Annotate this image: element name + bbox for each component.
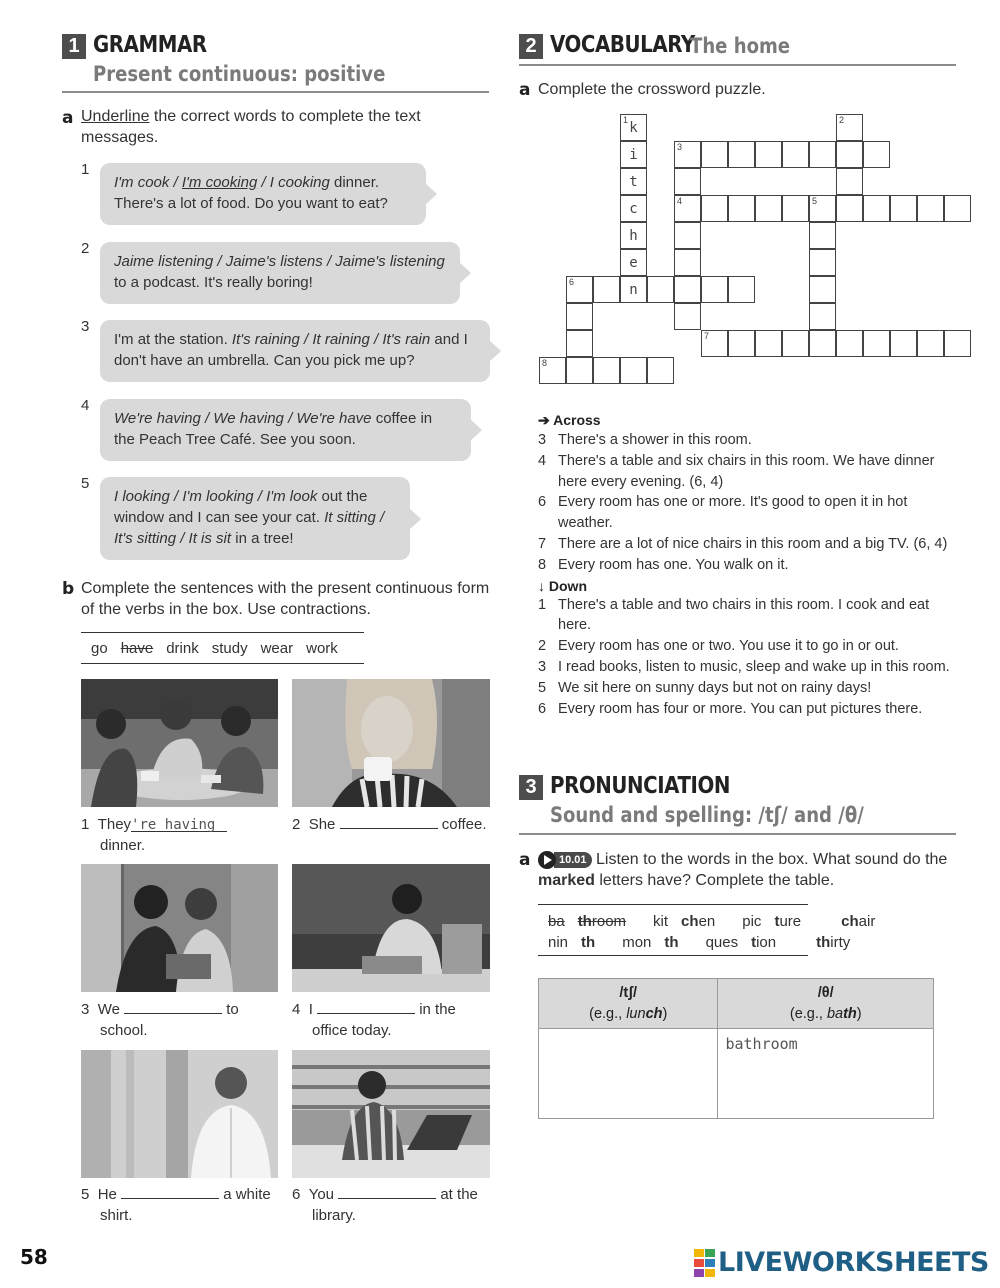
clue-number: 3 xyxy=(538,658,547,675)
crossword-cell[interactable] xyxy=(836,330,863,357)
crossword-grid xyxy=(0,0,1000,390)
photo-man-white-shirt xyxy=(81,1050,278,1178)
crossword-cell[interactable] xyxy=(566,357,593,384)
photo-friends-dinner xyxy=(81,679,278,807)
clue-number: 4 xyxy=(677,196,683,206)
across-clues xyxy=(538,430,963,576)
crossword-cell[interactable] xyxy=(782,195,809,222)
exercise-instructions: 10.01 Listen to the words in the box. What sound do the marked letters have? Complete the table. xyxy=(538,851,948,889)
crossword-cell[interactable] xyxy=(620,141,647,168)
crossword-cell[interactable] xyxy=(620,195,647,222)
section-subtitle: Sound and spelling: /tʃ/ and /θ/ xyxy=(550,803,864,827)
bubble-number: 4 xyxy=(81,397,90,414)
clue-number: 2 xyxy=(538,638,547,655)
answer-field[interactable]: 're having xyxy=(131,815,227,832)
answer-field[interactable] xyxy=(338,1185,436,1199)
audio-track: 10.01 xyxy=(554,852,592,868)
crossword-cell[interactable] xyxy=(809,276,836,303)
clue-number: 6 xyxy=(569,277,575,287)
crossword-cell[interactable] xyxy=(917,330,944,357)
pronunciation-word: ques tion xyxy=(705,934,777,951)
clue-number: 3 xyxy=(538,432,547,448)
crossword-cell[interactable] xyxy=(647,276,674,303)
crossword-cell[interactable] xyxy=(728,141,755,168)
filled-letter: h xyxy=(629,228,638,244)
clue-number: 6 xyxy=(538,700,547,717)
filled-letter: t xyxy=(629,174,638,190)
pronunciation-word-box xyxy=(538,904,876,956)
word: go xyxy=(91,640,108,657)
section-divider xyxy=(519,833,956,835)
bubble-number: 1 xyxy=(81,161,90,178)
clue-number: 3 xyxy=(677,142,683,152)
crossword-cell[interactable] xyxy=(809,330,836,357)
crossword-cell[interactable] xyxy=(701,276,728,303)
pronunciation-word: pic ture xyxy=(742,913,802,930)
section-title: VOCABULARY xyxy=(550,32,695,58)
clue-number: 7 xyxy=(704,331,710,341)
exercise-letter: b xyxy=(62,579,75,599)
brand-name: LIVEWORKSHEETS xyxy=(718,1247,989,1278)
text-message-bubble: I'm cook / I'm cooking / I cooking dinner. There's a lot of food. Do you want to eat? xyxy=(100,163,426,225)
pronunciation-word: kit chen xyxy=(653,913,716,930)
filled-letter: i xyxy=(629,147,638,163)
crossword-cell[interactable] xyxy=(566,303,593,330)
crossword-cell[interactable] xyxy=(917,195,944,222)
filled-letter: n xyxy=(629,282,638,298)
pronunciation-word: nin th xyxy=(548,934,596,951)
filled-letter: c xyxy=(629,201,638,217)
clue-text: I read books, listen to music, sleep and wake up in this room. xyxy=(558,658,950,675)
word-box xyxy=(81,632,364,664)
word: study xyxy=(211,640,248,657)
crossword-cell[interactable] xyxy=(620,114,647,141)
crossword-cell[interactable] xyxy=(863,330,890,357)
clue-item xyxy=(538,657,963,678)
answer-field[interactable] xyxy=(121,1185,219,1199)
clue-item xyxy=(538,534,963,555)
answer-field[interactable] xyxy=(124,1000,222,1014)
clue-number: 7 xyxy=(538,535,547,552)
clue-number: 4 xyxy=(538,452,547,469)
audio-play-button[interactable] xyxy=(538,851,592,869)
crossword-cell[interactable] xyxy=(728,276,755,303)
clue-item xyxy=(538,451,963,493)
clue-number: 8 xyxy=(538,556,547,573)
clue-text: We sit here on sunny days but not on rainy days! xyxy=(558,679,872,696)
crossword-cell[interactable] xyxy=(620,276,647,303)
answer-field[interactable] xyxy=(340,815,438,829)
clue-number: 8 xyxy=(542,358,548,368)
crossword-cell[interactable] xyxy=(593,276,620,303)
crossword-cell[interactable] xyxy=(566,276,593,303)
clue-number: 5 xyxy=(812,196,818,206)
text-message-bubble[interactable]: We're having / We having / We're have coffee in the Peach Tree Café. See you soon. xyxy=(100,399,471,461)
pronunciation-word: thirty xyxy=(816,934,851,951)
exercise-instructions: Underline the correct words to complete the text messages. xyxy=(81,108,421,146)
crossword-cell[interactable] xyxy=(809,249,836,276)
crossword-cell[interactable] xyxy=(809,222,836,249)
down-clues xyxy=(538,595,963,720)
filled-letter: k xyxy=(629,120,638,136)
clue-text: Every room has one or more. It's good to open it in hot weather. xyxy=(558,494,908,532)
clue-item xyxy=(538,430,963,451)
section-number: 1 xyxy=(62,34,86,59)
crossword-cell[interactable] xyxy=(836,141,863,168)
crossword-cell[interactable] xyxy=(890,330,917,357)
clue-text: Every room has one or two. You use it to go in or out. xyxy=(558,638,899,655)
exercise-instructions: Complete the sentences with the present continuous form of the verbs in the box. Use contractions. xyxy=(81,580,490,618)
crossword-cell[interactable] xyxy=(620,357,647,384)
clue-number: 1 xyxy=(538,596,547,613)
crossword-cell[interactable] xyxy=(647,357,674,384)
word-used: have xyxy=(120,640,154,657)
photo-office-worker xyxy=(292,864,490,992)
photo-library xyxy=(292,1050,490,1178)
clue-item xyxy=(538,636,963,657)
column-tsh: /tʃ/ (e.g., lunch) xyxy=(539,979,718,1029)
crossword-cell[interactable] xyxy=(809,195,836,222)
filled-letter: e xyxy=(629,255,638,271)
clue-number: 5 xyxy=(538,679,547,696)
clue-item xyxy=(538,699,963,720)
crossword-cell[interactable] xyxy=(701,330,728,357)
crossword-cell[interactable] xyxy=(674,195,701,222)
crossword-cell[interactable] xyxy=(620,222,647,249)
crossword-cell[interactable] xyxy=(755,195,782,222)
crossword-cell[interactable] xyxy=(674,249,701,276)
crossword-cell[interactable] xyxy=(674,141,701,168)
crossword-cell[interactable] xyxy=(674,168,701,195)
crossword-cell[interactable] xyxy=(674,276,701,303)
crossword-cell[interactable] xyxy=(566,330,593,357)
answer-field[interactable] xyxy=(317,1000,415,1014)
exercise-letter: a xyxy=(62,108,74,128)
crossword-cell[interactable] xyxy=(539,357,566,384)
liveworksheets-icon xyxy=(694,1249,716,1277)
page-number: 58 xyxy=(20,1245,48,1269)
clue-item xyxy=(538,555,963,576)
crossword-cell[interactable] xyxy=(728,195,755,222)
pronunciation-header xyxy=(519,773,759,800)
text-message-bubble[interactable]: Jaime listening / Jaime's listens / Jaime's listening to a podcast. It's really boring! xyxy=(100,242,460,304)
exercise-instructions: Complete the crossword puzzle. xyxy=(538,81,766,98)
crossword-cell[interactable] xyxy=(836,168,863,195)
sentence-4: 4 I in the office today. xyxy=(292,1001,456,1039)
clue-text: Every room has four or more. You can put pictures there. xyxy=(558,700,923,717)
section-subtitle: Present continuous: positive xyxy=(93,62,386,86)
clue-text: There's a shower in this room. xyxy=(558,432,752,448)
crossword-cell[interactable] xyxy=(809,303,836,330)
pronunciation-word: mon th xyxy=(622,934,679,951)
pronunciation-word: chair xyxy=(841,913,876,930)
clue-text: There's a table and two chairs in this room. I cook and eat here. xyxy=(558,596,930,634)
tsh-answer-cell[interactable] xyxy=(539,1029,718,1119)
sentence-3: 3 We to school. xyxy=(81,1001,239,1039)
photo-woman-coffee xyxy=(292,679,490,807)
crossword-cell[interactable] xyxy=(728,330,755,357)
column-th: /θ/ (e.g., bath) xyxy=(718,979,934,1029)
section-number: 3 xyxy=(519,775,543,800)
sentence-6: 6 You at the library. xyxy=(292,1186,478,1224)
crossword-cell[interactable] xyxy=(620,168,647,195)
clues-panel xyxy=(538,412,963,719)
section-subtitle: The home xyxy=(690,34,791,58)
crossword-cell[interactable] xyxy=(863,141,890,168)
exercise-letter: a xyxy=(519,80,531,100)
crossword-cell[interactable] xyxy=(755,330,782,357)
sentence-1: 1 They're having dinner. xyxy=(81,814,281,856)
sentence-5: 5 He a white shirt. xyxy=(81,1186,271,1224)
pronunciation-word: ba throom xyxy=(548,913,627,930)
play-icon xyxy=(538,851,556,869)
word: work xyxy=(306,640,338,657)
clue-number: 6 xyxy=(538,494,547,511)
crossword-cell[interactable] xyxy=(809,141,836,168)
sentence-2: 2 She coffee. xyxy=(292,816,487,833)
liveworksheets-logo xyxy=(694,1247,989,1278)
crossword-cell[interactable] xyxy=(782,330,809,357)
across-heading: ➔ Across xyxy=(538,412,601,428)
crossword-cell[interactable] xyxy=(944,195,971,222)
word: drink xyxy=(166,640,199,657)
clue-number: 1 xyxy=(623,115,629,125)
text-message-bubble[interactable]: I looking / I'm looking / I'm look out the window and I can see your cat. It sitting / It's sitting / It is sit in a tree! xyxy=(100,477,410,560)
crossword-cell[interactable] xyxy=(674,303,701,330)
clue-text: There's a table and six chairs in this room. We have dinner here every evening. (6, 4) xyxy=(558,452,935,490)
crossword-cell[interactable] xyxy=(890,195,917,222)
answer-underline[interactable]: I'm cooking xyxy=(181,174,258,191)
crossword-cell[interactable] xyxy=(782,141,809,168)
bubble-number: 2 xyxy=(81,240,90,257)
crossword-cell[interactable] xyxy=(836,195,863,222)
section-number: 2 xyxy=(519,34,543,59)
crossword-cell[interactable] xyxy=(701,141,728,168)
clue-item xyxy=(538,492,963,534)
photo-students xyxy=(81,864,278,992)
crossword-cell[interactable] xyxy=(701,195,728,222)
th-answer-cell[interactable]: bathroom xyxy=(718,1029,934,1119)
crossword-cell[interactable] xyxy=(755,141,782,168)
clue-item xyxy=(538,678,963,699)
crossword-cell[interactable] xyxy=(674,222,701,249)
section-title: GRAMMAR xyxy=(93,32,207,58)
clue-number: 2 xyxy=(839,115,845,125)
word: wear xyxy=(260,640,294,657)
bubble-number: 3 xyxy=(81,318,90,335)
crossword-cell[interactable] xyxy=(836,114,863,141)
section-title: PRONUNCIATION xyxy=(550,773,730,799)
crossword-cell[interactable] xyxy=(944,330,971,357)
down-heading: ↓ Down xyxy=(538,577,587,594)
text-message-bubble[interactable]: I'm at the station. It's raining / It raining / It's rain and I don't have an umbrella. Can you pick me up? xyxy=(100,320,490,382)
exercise-letter: a xyxy=(519,850,531,870)
clue-item xyxy=(538,595,963,637)
crossword-cell[interactable] xyxy=(863,195,890,222)
bubble-number: 5 xyxy=(81,475,90,492)
sound-table xyxy=(538,978,934,1119)
clue-text: Every room has one. You walk on it. xyxy=(558,556,789,573)
clue-text: There are a lot of nice chairs in this room and a big TV. (6, 4) xyxy=(558,535,948,552)
crossword-cell[interactable] xyxy=(593,357,620,384)
crossword-cell[interactable] xyxy=(620,249,647,276)
